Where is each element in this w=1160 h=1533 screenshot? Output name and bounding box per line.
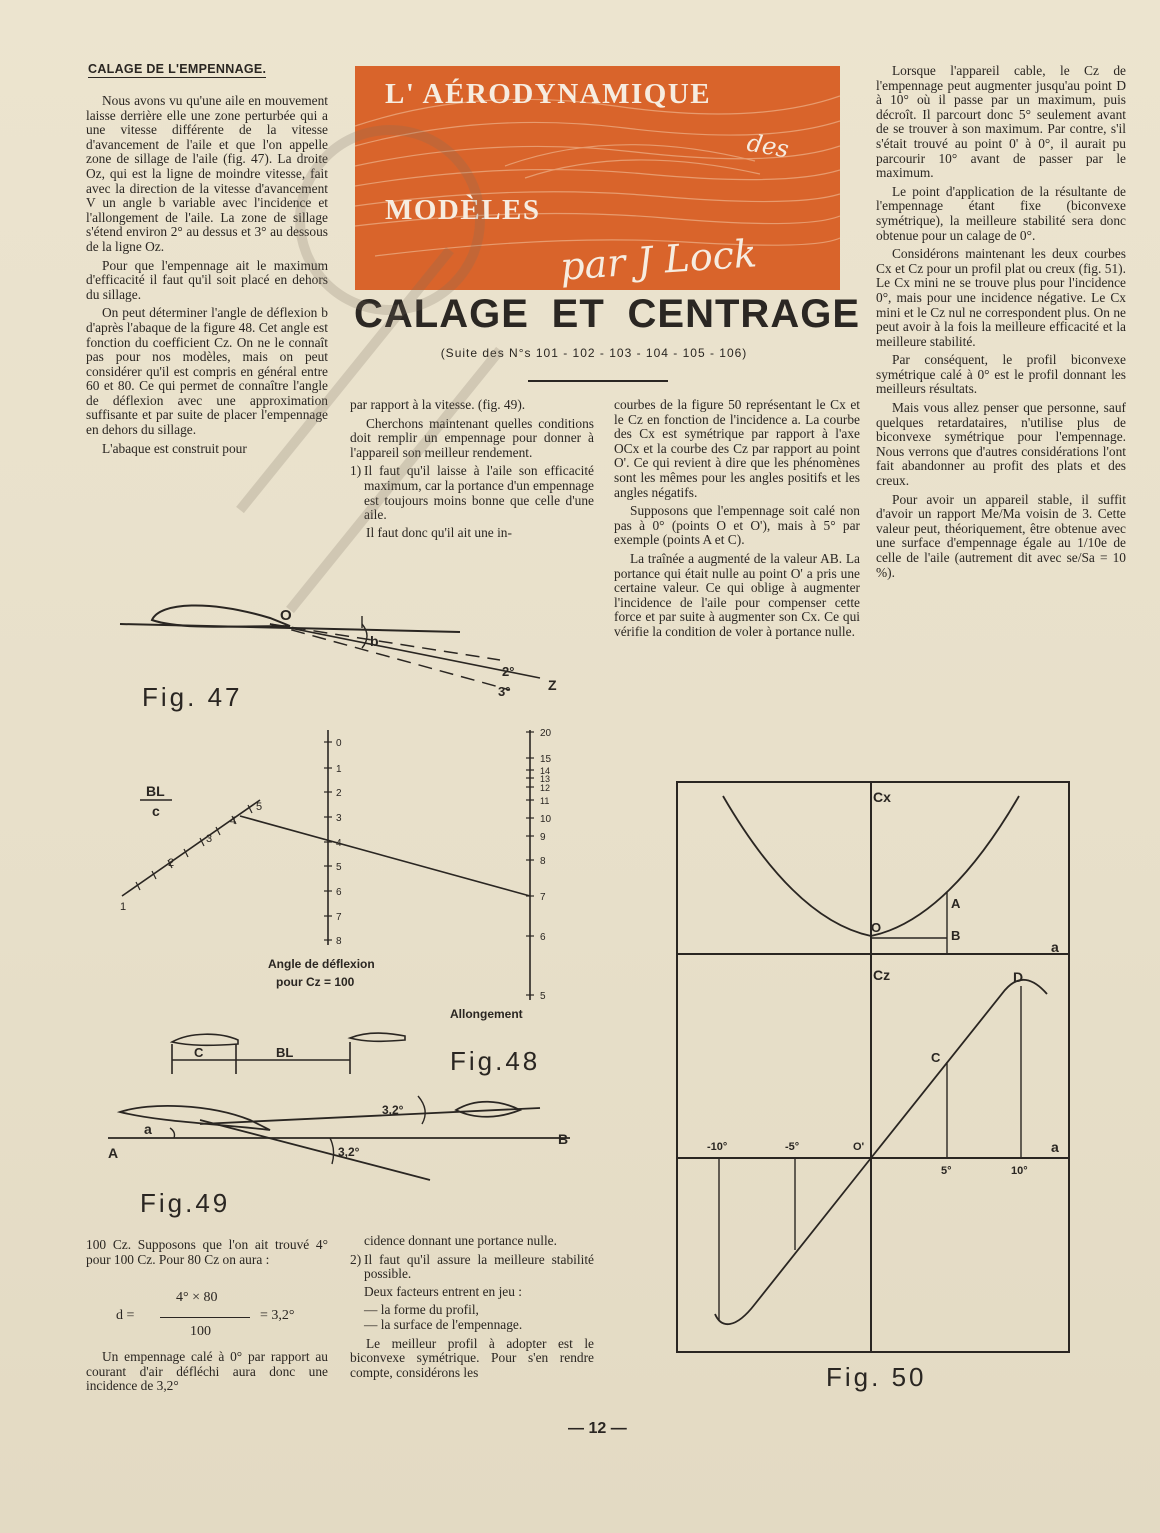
tick-label: 8: [540, 856, 546, 867]
list-marker: 1): [350, 463, 362, 479]
fig48-caption-2: pour Cz = 100: [276, 975, 355, 989]
fig47-2deg: 2°: [502, 664, 515, 679]
bottom-column-2: [350, 1234, 594, 1384]
col3-paragraph: Supposons que l'empennage soit calé non pas à 0° (points O et O'), mais à 5° par exemple (points A et C).: [614, 503, 860, 548]
tick-label: 0: [336, 738, 342, 749]
bottom-col2-paragraph: Deux facteurs entrent en jeu :: [364, 1283, 523, 1299]
tick-label: 2: [336, 788, 342, 799]
fig48-nomogram: [100, 720, 570, 1025]
bottom-col2-paragraph: cidence donnant une portance nulle.: [364, 1233, 557, 1248]
fig50-d-point: D: [1013, 969, 1024, 985]
fig50-chart: [675, 780, 1075, 1360]
col3-paragraph: La traînée a augmenté de la valeur AB. La portance qui était nulle au point O' a pris une certaine valeur. Ce qui oblige à augmenter l'incidence de l'aile pour compenser cette force et par suite à augmenter son Cx. Ce qui vérifie la condition de voler à portance nulle.: [614, 550, 860, 639]
fig48-label: Fig.48: [450, 1046, 541, 1076]
cz-curve: [715, 980, 1047, 1324]
fig48-allongement: Allongement: [450, 1007, 523, 1021]
col1-paragraph: Pour que l'empennage ait le maximum d'efficacité il faut qu'il soit placé en dehors du sillage.: [86, 257, 328, 302]
tick-label: 3: [336, 813, 342, 824]
fig47-3deg: 3°: [498, 684, 511, 699]
fig47-b: b: [370, 633, 379, 649]
list-text: Il faut qu'il laisse à l'aile son efficacité maximum, car la portance d'un empennage est toujours moins bonne que celle d'une aile.: [364, 463, 594, 523]
column-3: [614, 398, 860, 644]
tick-label: 20: [540, 728, 552, 739]
col2-paragraph: Cherchons maintenant quelles conditions doit remplir un empennage pour donner à l'appareil son meilleur rendement.: [350, 415, 594, 460]
fig47-z: Z: [548, 677, 557, 693]
col2-list-item: [350, 464, 594, 522]
banner-author: par J Lock: [558, 231, 759, 289]
col2-paragraph: par rapport à la vitesse. (fig. 49).: [350, 397, 526, 412]
col1-paragraph: On peut déterminer l'angle de déflexion b d'après l'abaque de la figure 48. Cet angle est fonction du coefficient Cz. On ne le connaît pas pour nos modèles, mais on peut considérer qu'il est compris en général entre 60 et 80. Ce qui permet de connaître l'angle de déflexion avec une approximation suffisante et par suite de placer l'empennage en dehors du sillage.: [86, 305, 328, 438]
fig49-b-point: B: [558, 1131, 569, 1147]
col4-paragraph: Lorsque l'appareil cable, le Cz de l'empennage peut augmenter jusqu'au point D à 10° où il passe par un maximum, puis décroît. Il parcourt donc 5° seulement avant de se trouver à son maximum. Par contre, s'il s'était trouvé au point 0' à 0°, il aurait pu parcourir 10° avant de passer par le maximum.: [876, 63, 1126, 181]
tick-label: 1: [336, 764, 342, 775]
column-1: [86, 94, 328, 460]
col4-paragraph: Par conséquent, le profil biconvexe symétrique calé à 0° est le profil donnant les meilleurs résultats.: [876, 352, 1126, 397]
tick-label: 3: [206, 833, 213, 845]
col4-paragraph: Considérons maintenant les deux courbes Cx et Cz pour un profil plat ou creux (fig. 51). Le Cx mini ne se trouve plus pour l'incidence 0°, mais pour une incidence négative. Le Cx mini et le Cz nul ne correspondent plus. On ne peut avoir à la fois la meilleure efficacité et la meilleure stabilité.: [876, 246, 1126, 349]
fig48-bl: BL: [146, 783, 165, 799]
fig50-tick-origin: O': [853, 1141, 865, 1153]
tick-label: 15: [540, 754, 552, 765]
bottom-col2-dash-item: — la surface de l'empennage.: [364, 1316, 523, 1332]
fig50-frame: [677, 782, 1069, 1352]
page-number: — 12 —: [568, 1420, 627, 1437]
tick-label: 7: [540, 892, 546, 903]
wing-profile: [152, 605, 290, 626]
fig49-a-point: A: [108, 1145, 119, 1161]
bottom-col2-paragraph: Le meilleur profil à adopter est le biconvexe symétrique. Pour s'en rendre compte, considérons les: [350, 1335, 594, 1380]
col4-paragraph: Mais vous allez penser que personne, sauf quelques retardataires, n'utilise plus de biconvexe symétrique pour l'empennage. Nous verrons que d'autres considérations l'ont fait abandonner au profit des plats et des creux.: [876, 400, 1126, 489]
list-text: Il faut qu'il assure la meilleure stabilité possible.: [364, 1251, 594, 1282]
fig50-c-point: C: [931, 1050, 941, 1065]
fig50-tick-minus10: -10°: [707, 1141, 728, 1153]
title-divider: [528, 380, 668, 382]
fig48-caption-1: Angle de déflexion: [268, 957, 375, 971]
tick-label: 7: [336, 912, 342, 923]
col2-paragraph: Il faut donc qu'il ait une in-: [366, 524, 512, 540]
fig49-a-angle: a: [144, 1121, 152, 1137]
dim-c: C: [194, 1045, 204, 1060]
tick-label: 4: [336, 838, 342, 849]
tick-label: 10: [540, 814, 552, 825]
tick-label: 13: [540, 774, 551, 784]
section-heading: CALAGE DE L'EMPENNAGE.: [88, 62, 267, 76]
fig50-tick-10: 10°: [1011, 1165, 1028, 1177]
col1-paragraph: Nous avons vu qu'une aile en mouvement laisse derrière elle une zone perturbée qui a une vitesse différente de la vitesse d'avancement de l'aile et que l'on appelle zone de sillage de l'aile (fig. 47). La droite Oz, qui est la ligne de moindre vitesse, fait avec la direction de la vitesse d'avancement V un angle b variable avec l'incidence et l'allongement de l'aile. La zone de sillage s'étend environ 2° au dessus et 3° au dessous de la ligne Oz.: [86, 93, 328, 254]
formula-rhs: = 3,2°: [260, 1308, 295, 1323]
bottom-column-1b: [86, 1350, 328, 1398]
fig49-label: Fig.49: [140, 1188, 231, 1218]
fig49-diagram: [100, 1080, 590, 1190]
tick-label: 5: [256, 801, 263, 813]
formula-bar: [160, 1317, 250, 1318]
col3-paragraph: courbes de la figure 50 représentant le Cx et le Cz en fonction de l'incidence a. La courbe des Cx est symétrique par rapport à l'axe OCx et la courbe des Cz par rapport au point O'. Ce qui revient à dire que les phénomènes sont les mêmes pour les angles positifs et les angles négatifs.: [614, 397, 860, 500]
tick-label: 5: [336, 862, 342, 873]
series-note: (Suite des N°s 101 - 102 - 103 - 104 - 105 - 106): [440, 346, 748, 360]
tick-label: 6: [336, 887, 342, 898]
dim-bl: BL: [276, 1045, 294, 1060]
fig50-a-axis-2: a: [1051, 1139, 1059, 1155]
tick-label: 8: [336, 936, 342, 947]
column-4: [876, 64, 1126, 584]
col4-paragraph: Pour avoir un appareil stable, il suffit d'avoir un rapport Me/Ma voisin de 3. Cette valeur peut, théoriquement, être obtenue avec une surface d'empennage égale au 1/10e de celle de l'aile (autrement dit avec se/Sa = 10 %).: [876, 491, 1126, 580]
fig48-c: c: [152, 803, 160, 819]
formula-denominator: 100: [190, 1324, 211, 1339]
tick-label: 14: [540, 766, 551, 776]
page-number-value: 12: [588, 1420, 607, 1437]
banner-des: des: [744, 128, 792, 164]
bottom-col1-paragraph: Un empennage calé à 0° par rapport au courant d'air défléchi aura donc une incidence de 3,2°: [86, 1349, 328, 1394]
title-banner: [355, 66, 840, 290]
fig50-o-point: O: [871, 920, 882, 935]
banner-line-2: MODÈLES: [385, 194, 541, 226]
fig50-b-point: B: [951, 928, 961, 943]
tick-label: 5: [540, 991, 546, 1002]
fig50-a-point: A: [951, 896, 961, 911]
fig47-o: O: [280, 607, 292, 624]
formula-lhs: d =: [116, 1308, 135, 1323]
tick-label: 9: [540, 832, 546, 843]
main-title: [354, 292, 860, 337]
col1-paragraph: L'abaque est construit pour: [102, 440, 247, 456]
deflection-formula: [86, 1290, 326, 1346]
fig50-a-axis-1: a: [1051, 939, 1059, 955]
bottom-col2-dash-item: — la forme du profil,: [364, 1302, 479, 1318]
banner-line-1: L' AÉRODYNAMIQUE: [385, 78, 712, 110]
fig50-label: Fig. 50: [826, 1362, 927, 1392]
title-word: CENTRAGE: [627, 292, 860, 336]
fig47-label: Fig. 47: [142, 682, 243, 712]
formula-numerator: 4° × 80: [176, 1290, 218, 1305]
fig48-dimension-sketch: [160, 1024, 420, 1084]
tick-label: 6: [540, 932, 546, 943]
tick-label: 1: [120, 901, 127, 913]
fig49-angle-2: 3,2°: [338, 1145, 360, 1159]
tick-label: 2: [168, 857, 175, 869]
list-marker: 2): [350, 1251, 362, 1267]
fig50-tick-5: 5°: [941, 1165, 952, 1177]
bottom-col2-list-item: [350, 1253, 594, 1282]
tick-label: 11: [540, 796, 550, 806]
col4-paragraph: Le point d'application de la résultante de l'empennage étant fixe (biconvexe symétrique), la meilleure stabilité sera donc obtenue pour un calage de 0°.: [876, 183, 1126, 243]
bottom-col1-paragraph: 100 Cz. Supposons que l'on ait trouvé 4° pour 100 Cz. Pour 80 Cz on aura :: [86, 1237, 328, 1267]
column-2: [350, 398, 594, 544]
title-word: ET: [551, 292, 605, 336]
fig50-tick-minus5: -5°: [785, 1141, 800, 1153]
tick-label: 12: [540, 783, 551, 793]
fig50-cz: Cz: [873, 967, 891, 983]
tick-label: 4: [230, 815, 237, 827]
fig49-angle-1: 3,2°: [382, 1103, 404, 1117]
fig50-cx: Cx: [873, 789, 891, 805]
bottom-column-1: [86, 1238, 328, 1271]
title-word: CALAGE: [354, 292, 529, 336]
